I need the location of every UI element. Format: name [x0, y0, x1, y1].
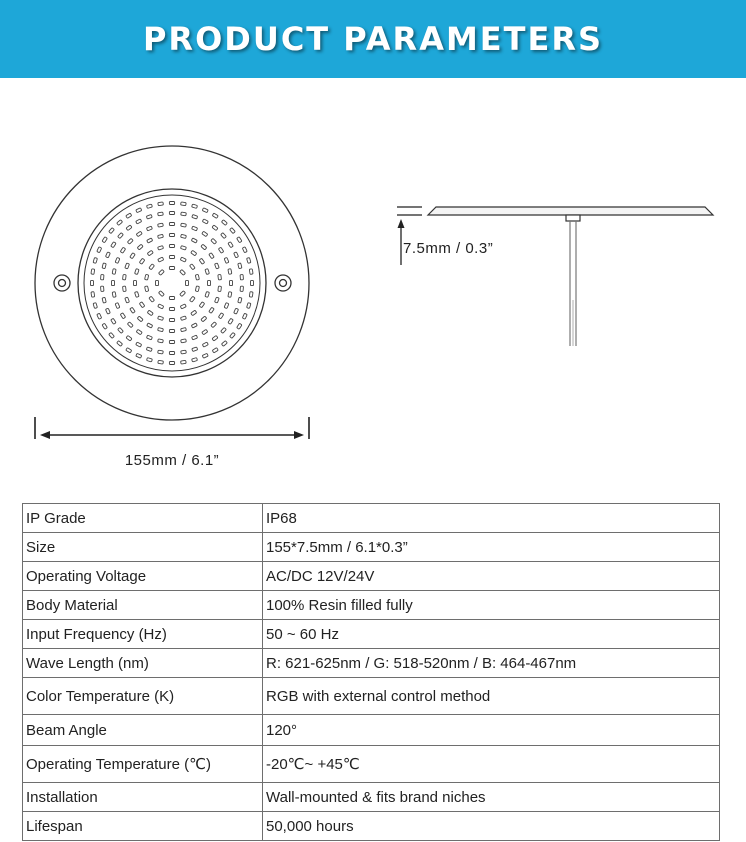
led-dot	[91, 280, 94, 285]
led-dot	[180, 257, 186, 262]
led-dot	[181, 360, 187, 364]
table-row	[23, 504, 720, 533]
led-dot	[234, 308, 239, 314]
led-dot	[111, 318, 116, 324]
led-dot	[215, 297, 220, 303]
right-screw-hole	[275, 275, 291, 291]
led-dot	[136, 231, 142, 236]
led-dot	[180, 304, 186, 309]
led-dot	[211, 238, 217, 244]
led-dot	[158, 212, 164, 216]
led-dot	[93, 258, 97, 264]
table-row	[23, 591, 720, 620]
param-value: Wall-mounted & fits brand niches	[263, 783, 720, 812]
led-dot	[190, 296, 196, 302]
led-dot	[158, 291, 164, 297]
led-dot	[134, 280, 137, 285]
param-label: IP Grade	[23, 504, 263, 533]
led-dot	[191, 250, 197, 255]
led-dot	[192, 226, 198, 231]
led-dot	[91, 269, 95, 275]
led-dot	[126, 213, 132, 218]
led-dot	[127, 238, 133, 244]
led-dot	[169, 297, 174, 300]
led-dot	[191, 323, 197, 328]
led-dot	[146, 215, 152, 220]
led-dot	[126, 348, 132, 353]
led-dot	[195, 286, 199, 292]
led-dot	[147, 204, 153, 208]
led-dot	[169, 234, 174, 237]
led-dot	[211, 322, 217, 328]
led-dot	[199, 258, 204, 264]
led-dot	[209, 253, 214, 259]
table-row	[23, 620, 720, 649]
led-dot	[120, 247, 125, 253]
led-dot	[146, 226, 152, 231]
param-value: 100% Resin filled fully	[263, 591, 720, 620]
led-dot	[158, 360, 164, 364]
led-dot	[136, 208, 142, 213]
led-dot	[126, 225, 132, 231]
led-dot	[115, 303, 120, 309]
led-dot	[240, 275, 243, 280]
led-dot	[224, 303, 229, 309]
led-dot	[169, 308, 174, 311]
led-dot	[181, 234, 187, 238]
page-title: PRODUCT PARAMETERS	[142, 20, 604, 58]
led-dot	[180, 316, 186, 320]
param-value: 50,000 hours	[263, 812, 720, 841]
led-dot	[192, 358, 198, 362]
led-dot	[169, 319, 174, 322]
led-dot	[149, 264, 155, 270]
param-value: RGB with external control method	[263, 678, 720, 715]
led-dot	[221, 341, 227, 347]
led-dot	[192, 215, 198, 220]
led-dot	[112, 280, 115, 285]
led-dot	[97, 247, 102, 253]
led-dot	[205, 291, 209, 297]
led-dot	[249, 292, 253, 298]
led-dot	[192, 335, 198, 340]
led-dot	[169, 223, 174, 226]
led-dot	[202, 208, 208, 213]
led-dot	[201, 244, 207, 250]
led-dot	[169, 341, 174, 344]
led-dot	[191, 238, 197, 243]
led-panel-inner	[84, 195, 260, 371]
led-dot	[224, 257, 229, 263]
led-dot	[111, 242, 116, 248]
led-dot	[125, 263, 130, 269]
param-value: 155*7.5mm / 6.1*0.3”	[263, 533, 720, 562]
led-dot	[181, 202, 187, 206]
led-dot	[202, 342, 208, 347]
led-dot	[158, 269, 164, 275]
led-dot	[190, 264, 196, 270]
led-dot	[145, 274, 149, 280]
led-dot	[212, 225, 218, 231]
led-dot	[169, 352, 174, 355]
led-dot	[97, 313, 102, 319]
param-label: Body Material	[23, 591, 263, 620]
led-dot	[126, 335, 132, 341]
led-dot	[158, 304, 164, 309]
side-profile	[428, 207, 713, 215]
led-dot	[118, 233, 124, 239]
led-dot	[147, 358, 153, 362]
led-dot	[228, 242, 233, 248]
led-dot	[218, 286, 222, 292]
led-dot	[218, 313, 223, 319]
led-dot	[147, 250, 153, 255]
table-row	[23, 715, 720, 746]
table-row	[23, 783, 720, 812]
led-dot	[209, 307, 214, 313]
led-dot	[105, 252, 110, 258]
led-dot	[169, 256, 174, 259]
led-dot	[228, 269, 232, 275]
led-dot	[186, 280, 189, 285]
led-dot	[212, 335, 218, 341]
led-dot	[230, 228, 236, 234]
param-value: AC/DC 12V/24V	[263, 562, 720, 591]
led-dot	[158, 257, 164, 262]
led-dot	[237, 237, 242, 243]
led-dot	[158, 350, 164, 354]
led-dot	[123, 274, 127, 280]
led-dot	[251, 280, 254, 285]
led-dot	[181, 212, 187, 216]
led-dot	[115, 257, 120, 263]
led-dot	[146, 347, 152, 352]
led-panel-outer	[78, 189, 266, 377]
led-dot	[237, 323, 242, 329]
led-dot	[120, 313, 125, 319]
led-dot	[221, 327, 227, 333]
led-dot	[130, 307, 135, 313]
led-dot	[218, 247, 223, 253]
led-dot	[191, 310, 197, 315]
param-label: Operating Voltage	[23, 562, 263, 591]
parameters-table	[22, 503, 720, 841]
led-dot	[135, 291, 139, 297]
led-dot	[139, 302, 144, 308]
outer-rim	[35, 146, 309, 420]
led-dot	[208, 280, 211, 285]
param-label: Lifespan	[23, 812, 263, 841]
led-dot	[202, 329, 208, 334]
led-dot	[218, 274, 222, 280]
led-dot	[195, 274, 199, 280]
led-dot	[102, 323, 107, 329]
led-dot	[242, 313, 247, 319]
led-dot	[158, 246, 164, 250]
led-dot	[228, 292, 232, 298]
param-label: Input Frequency (Hz)	[23, 620, 263, 649]
table-row	[23, 533, 720, 562]
led-dot	[102, 263, 106, 269]
led-dot	[199, 302, 204, 308]
header-banner	[0, 0, 746, 78]
led-dot	[215, 263, 220, 269]
param-label: Size	[23, 533, 263, 562]
led-dot	[240, 286, 243, 291]
led-dot	[202, 353, 208, 358]
table-row	[23, 812, 720, 841]
table-row	[23, 746, 720, 783]
led-dot	[212, 348, 218, 353]
param-label: Installation	[23, 783, 263, 812]
led-dot	[137, 244, 143, 250]
led-dot	[192, 347, 198, 352]
led-dot	[135, 269, 139, 275]
led-dot	[158, 234, 164, 238]
table-row	[23, 678, 720, 715]
table-row	[23, 649, 720, 678]
led-dot	[93, 303, 97, 309]
param-value: IP68	[263, 504, 720, 533]
led-dot	[230, 280, 233, 285]
led-dot	[117, 341, 123, 347]
led-dot	[147, 323, 153, 328]
led-dot	[181, 328, 187, 332]
led-dot	[228, 318, 233, 324]
led-dot	[221, 220, 227, 226]
led-dot	[180, 246, 186, 250]
led-dot-grid	[91, 202, 254, 365]
led-dot	[169, 267, 174, 270]
led-dot	[123, 286, 127, 292]
led-dot	[169, 212, 174, 215]
led-dot	[109, 228, 115, 234]
led-dot	[169, 330, 174, 333]
led-dot	[169, 362, 174, 365]
led-dot	[118, 327, 124, 333]
led-dot	[91, 292, 95, 298]
led-dot	[156, 280, 159, 285]
led-dot	[136, 342, 142, 347]
led-dot	[149, 296, 155, 302]
led-dot	[139, 258, 144, 264]
led-dot	[212, 213, 218, 218]
led-dot	[181, 339, 187, 343]
param-value: 120°	[263, 715, 720, 746]
led-dot	[230, 332, 236, 338]
led-dot	[181, 350, 187, 354]
param-value: R: 621-625nm / G: 518-520nm / B: 464-467nm	[263, 649, 720, 678]
led-dot	[192, 204, 198, 208]
led-dot	[181, 223, 187, 227]
led-dot	[127, 322, 133, 328]
led-dot	[169, 245, 174, 248]
param-label: Wave Length (nm)	[23, 649, 263, 678]
led-dot	[101, 275, 104, 280]
side-connector	[566, 215, 580, 221]
led-dot	[202, 219, 208, 224]
led-dot	[234, 252, 239, 258]
led-dot	[247, 258, 251, 264]
led-dot	[180, 269, 186, 275]
led-dot	[202, 231, 208, 236]
led-dot	[147, 238, 153, 243]
param-label: Color Temperature (K)	[23, 678, 263, 715]
led-dot	[158, 328, 164, 332]
led-dot	[112, 292, 116, 298]
param-label: Operating Temperature (℃)	[23, 746, 263, 783]
led-dot	[136, 219, 142, 224]
led-dot	[145, 286, 149, 292]
led-dot	[249, 269, 253, 275]
front-width-label: 155mm / 6.1”	[124, 452, 220, 469]
table-row	[23, 562, 720, 591]
led-dot	[146, 335, 152, 340]
led-dot	[136, 353, 142, 358]
led-dot	[158, 223, 164, 227]
led-dot	[169, 202, 174, 205]
led-dot	[117, 220, 123, 226]
led-dot	[238, 297, 242, 303]
led-dot	[136, 329, 142, 334]
led-dot	[247, 303, 251, 309]
led-dot	[102, 237, 107, 243]
led-dot	[105, 308, 110, 314]
param-value: -20℃~ +45℃	[263, 746, 720, 783]
led-dot	[238, 263, 242, 269]
led-dot	[147, 310, 153, 315]
side-thickness-label: 7.5mm / 0.3”	[403, 240, 494, 257]
led-dot	[205, 269, 209, 275]
param-value: 50 ~ 60 Hz	[263, 620, 720, 649]
led-dot	[125, 297, 130, 303]
led-dot	[158, 316, 164, 320]
led-dot	[112, 269, 116, 275]
led-dot	[102, 297, 106, 303]
led-dot	[109, 332, 115, 338]
led-dot	[242, 247, 247, 253]
left-screw-hole	[54, 275, 70, 291]
led-dot	[158, 202, 164, 206]
led-dot	[180, 291, 186, 297]
led-dot	[137, 316, 143, 322]
led-dot	[221, 233, 227, 239]
led-dot	[201, 316, 207, 322]
product-drawing	[0, 78, 746, 498]
param-label: Beam Angle	[23, 715, 263, 746]
led-dot	[130, 253, 135, 259]
led-dot	[158, 339, 164, 343]
side-view	[428, 207, 713, 346]
led-dot	[101, 286, 104, 291]
front-view	[35, 146, 309, 420]
